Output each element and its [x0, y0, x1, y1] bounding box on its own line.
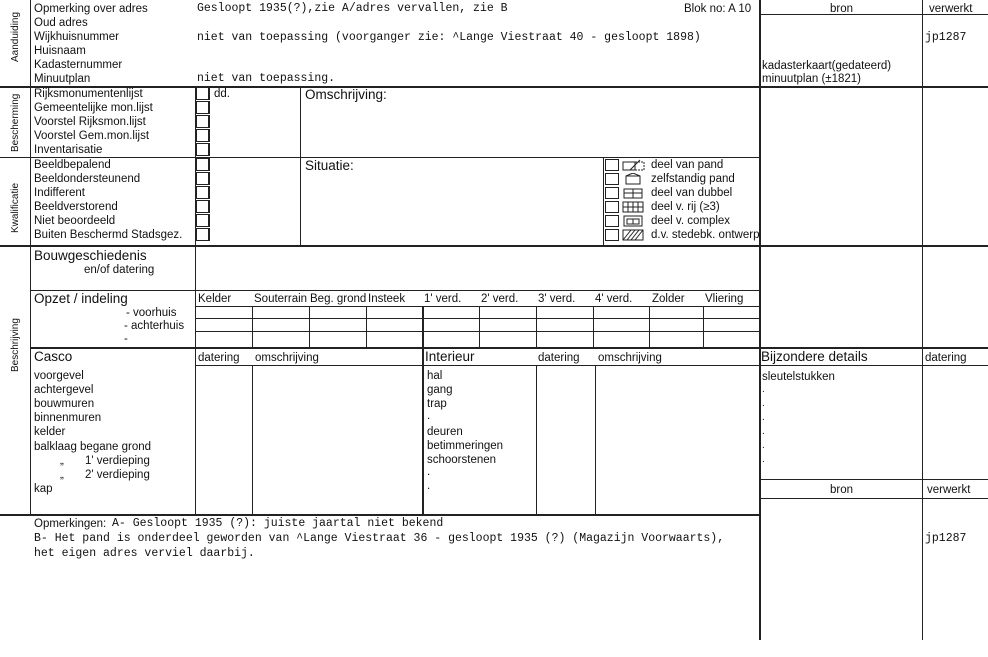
- bescherming-checkbox[interactable]: [196, 101, 210, 114]
- label-wijkhuisnummer: Wijkhuisnummer: [34, 31, 119, 43]
- kwalificatie-checkbox[interactable]: [196, 200, 210, 213]
- grid-line: [759, 479, 988, 480]
- grid-line: [536, 365, 537, 515]
- situatie-option: d.v. stedebk. ontwerp: [651, 229, 760, 241]
- bron-kadasterkaart: kadasterkaart(gedateerd): [762, 60, 892, 72]
- header-verwerkt-value: jp1287: [925, 31, 967, 44]
- opzet-row-label: -: [124, 333, 128, 345]
- kwalificatie-checkbox[interactable]: [196, 228, 210, 241]
- header-bron: bron: [830, 3, 854, 15]
- list-dot: .: [762, 440, 765, 451]
- casco-omschrijving-header: omschrijving: [255, 352, 319, 364]
- casco-quote: „: [60, 455, 64, 467]
- casco-item: voorgevel: [34, 370, 84, 382]
- blok-number: Blok no: A 10: [684, 3, 752, 15]
- bescherming-item: Voorstel Gem.mon.lijst: [34, 130, 150, 142]
- opzet-column: Insteek: [368, 293, 406, 305]
- value-wijkhuisnummer: niet van toepassing (voorganger zie: ^Lange Viestraat 40 - gesloopt 1898): [197, 31, 701, 44]
- opzet-column: 4' verd.: [595, 293, 633, 305]
- opzet-column: Beg. grond: [310, 293, 367, 305]
- situatie-checkbox[interactable]: [605, 229, 619, 241]
- kwalificatie-item: Indifferent: [34, 187, 85, 199]
- kwalificatie-item: Beeldbepalend: [34, 159, 111, 171]
- grid-line: [759, 365, 988, 366]
- deel-van-pand-icon: [622, 159, 646, 171]
- bescherming-checkbox[interactable]: [196, 87, 210, 100]
- interieur-item: .: [427, 410, 431, 422]
- zelfstandig-pand-icon: [622, 173, 646, 185]
- casco-label: Casco: [34, 349, 73, 364]
- casco-item: 2' verdieping: [85, 469, 150, 481]
- opzet-column: 1' verd.: [424, 293, 462, 305]
- bescherming-checkbox[interactable]: [196, 115, 210, 128]
- side-label-bescherming: Bescherming: [10, 93, 21, 152]
- interieur-item: betimmeringen: [427, 440, 504, 452]
- opzet-column: Souterrain: [254, 293, 308, 305]
- situatie-checkbox[interactable]: [605, 159, 619, 171]
- opmerkingen-line-b: B- Het pand is onderdeel geworden van ^Lange Viestraat 36 - gesloopt 1935 (?) (Magazijn Voorwaarts),: [34, 532, 725, 545]
- deel-v-complex-icon: [622, 215, 646, 227]
- interieur-datering-header: datering: [538, 352, 580, 364]
- casco-item: balklaag begane grond: [34, 441, 152, 453]
- kwalificatie-checkbox[interactable]: [196, 186, 210, 199]
- grid-line: [703, 306, 704, 347]
- deel-v-rij-icon: [622, 201, 646, 213]
- situatie-checkbox[interactable]: [605, 215, 619, 227]
- grid-line: [422, 306, 424, 347]
- opzet-column: 3' verd.: [538, 293, 576, 305]
- grid-line: [195, 306, 759, 307]
- side-label-aanduiding: Aanduiding: [10, 11, 21, 62]
- grid-line: [195, 347, 196, 515]
- kwalificatie-checkbox[interactable]: [196, 158, 210, 171]
- situatie-label: Situatie:: [305, 158, 354, 173]
- interieur-item: deuren: [427, 426, 463, 438]
- opmerkingen-label: Opmerkingen:: [34, 518, 107, 530]
- opmerkingen-verwerkt-value: jp1287: [925, 532, 967, 545]
- bescherming-item: Inventarisatie: [34, 144, 103, 156]
- opmerkingen-line-a: A- Gesloopt 1935 (?): juiste jaartal niet bekend: [112, 517, 444, 530]
- omschrijving-label: Omschrijving:: [305, 87, 387, 102]
- grid-line: [366, 306, 367, 347]
- interieur-label: Interieur: [425, 349, 475, 364]
- bouwgeschiedenis-label: Bouwgeschiedenis: [34, 248, 147, 263]
- kwalificatie-checkbox[interactable]: [196, 172, 210, 185]
- opzet-row-label: - achterhuis: [124, 320, 185, 332]
- grid-line: [195, 365, 759, 366]
- side-label-beschrijving: Beschrijving: [10, 318, 21, 372]
- bottom-verwerkt-label: verwerkt: [927, 484, 971, 496]
- grid-line: [195, 245, 196, 291]
- side-label-kwalificatie: Kwalificatie: [10, 182, 21, 233]
- grid-line: [603, 157, 604, 246]
- opmerkingen-line-c: het eigen adres verviel daarbij.: [34, 547, 255, 560]
- bottom-bron-label: bron: [830, 484, 854, 496]
- deel-van-dubbel-icon: [622, 187, 646, 199]
- label-oud-adres: Oud adres: [34, 17, 88, 29]
- grid-line: [309, 306, 310, 347]
- grid-line: [30, 0, 31, 515]
- bijzondere-datering-header: datering: [925, 352, 967, 364]
- opzet-row-label: - voorhuis: [126, 307, 177, 319]
- interieur-omschrijving-header: omschrijving: [598, 352, 662, 364]
- casco-item: achtergevel: [34, 384, 94, 396]
- kwalificatie-item: Beeldondersteunend: [34, 173, 141, 185]
- bescherming-item: Voorstel Rijksmon.lijst: [34, 116, 146, 128]
- bescherming-item: Rijksmonumentenlijst: [34, 88, 143, 100]
- bescherming-item: Gemeentelijke mon.lijst: [34, 102, 153, 114]
- interieur-item: .: [427, 480, 431, 492]
- list-dot: .: [762, 454, 765, 465]
- interieur-item: schoorstenen: [427, 454, 497, 466]
- casco-datering-header: datering: [198, 352, 240, 364]
- interieur-item: trap: [427, 398, 447, 410]
- label-opmerking-adres: Opmerking over adres: [34, 3, 148, 15]
- grid-line: [252, 365, 253, 515]
- situatie-checkbox[interactable]: [605, 173, 619, 185]
- list-dot: .: [762, 426, 765, 437]
- header-verwerkt: verwerkt: [929, 3, 973, 15]
- casco-item: kap: [34, 483, 53, 495]
- datering-sub-label: en/of datering: [84, 264, 155, 276]
- opzet-column: 2' verd.: [481, 293, 519, 305]
- opzet-column: Kelder: [198, 293, 232, 305]
- value-opmerking-adres: Gesloopt 1935(?),zie A/adres vervallen, zie B: [197, 2, 508, 15]
- situatie-checkbox[interactable]: [605, 201, 619, 213]
- label-minuutplan: Minuutplan: [34, 73, 91, 85]
- casco-item: kelder: [34, 426, 66, 438]
- opzet-column: Zolder: [652, 293, 685, 305]
- label-huisnaam: Huisnaam: [34, 45, 86, 57]
- grid-line: [922, 0, 923, 640]
- grid-line: [759, 0, 761, 640]
- situatie-option: deel van dubbel: [651, 187, 733, 199]
- grid-line: [0, 514, 759, 516]
- grid-line: [422, 347, 424, 515]
- kwalificatie-checkbox[interactable]: [196, 214, 210, 227]
- bescherming-checkbox[interactable]: [196, 129, 210, 142]
- opzet-label: Opzet / indeling: [34, 291, 128, 306]
- label-kadasternummer: Kadasternummer: [34, 59, 123, 71]
- list-dot: .: [762, 398, 765, 409]
- list-dot: .: [762, 384, 765, 395]
- grid-line: [649, 306, 650, 347]
- grid-line: [0, 157, 759, 158]
- casco-quote: „: [60, 469, 64, 481]
- bijzondere-details-label: Bijzondere details: [761, 349, 868, 364]
- grid-line: [300, 86, 301, 246]
- grid-line: [195, 318, 759, 319]
- interieur-item: hal: [427, 370, 443, 382]
- stedebouwkundig-ontwerp-icon: [622, 229, 646, 241]
- interieur-item: .: [427, 466, 431, 478]
- casco-item: 1' verdieping: [85, 455, 150, 467]
- situatie-checkbox[interactable]: [605, 187, 619, 199]
- grid-line: [195, 290, 196, 347]
- grid-line: [195, 331, 759, 332]
- situatie-option: zelfstandig pand: [651, 173, 735, 185]
- kwalificatie-item: Buiten Beschermd Stadsgez.: [34, 229, 183, 241]
- situatie-option: deel van pand: [651, 159, 724, 171]
- interieur-item: gang: [427, 384, 453, 396]
- value-minuutplan: niet van toepassing.: [197, 72, 336, 85]
- grid-line: [536, 306, 537, 347]
- casco-item: binnenmuren: [34, 412, 102, 424]
- grid-line: [30, 290, 759, 291]
- opzet-column: Vliering: [705, 293, 744, 305]
- grid-line: [593, 306, 594, 347]
- grid-line: [595, 365, 596, 515]
- grid-line: [479, 306, 480, 347]
- dd-label: dd.: [214, 88, 230, 100]
- grid-line: [759, 498, 988, 499]
- grid-line: [0, 86, 988, 88]
- bron-minuutplan: minuutplan (±1821): [762, 73, 862, 85]
- sleutelstukken-label: sleutelstukken: [762, 371, 835, 383]
- kwalificatie-item: Niet beoordeeld: [34, 215, 116, 227]
- casco-item: bouwmuren: [34, 398, 95, 410]
- grid-line: [252, 306, 253, 347]
- situatie-option: deel v. rij (≥3): [651, 201, 720, 213]
- bescherming-checkbox[interactable]: [196, 143, 210, 156]
- grid-line: [0, 245, 988, 247]
- situatie-option: deel v. complex: [651, 215, 731, 227]
- kwalificatie-item: Beeldverstorend: [34, 201, 118, 213]
- list-dot: .: [762, 412, 765, 423]
